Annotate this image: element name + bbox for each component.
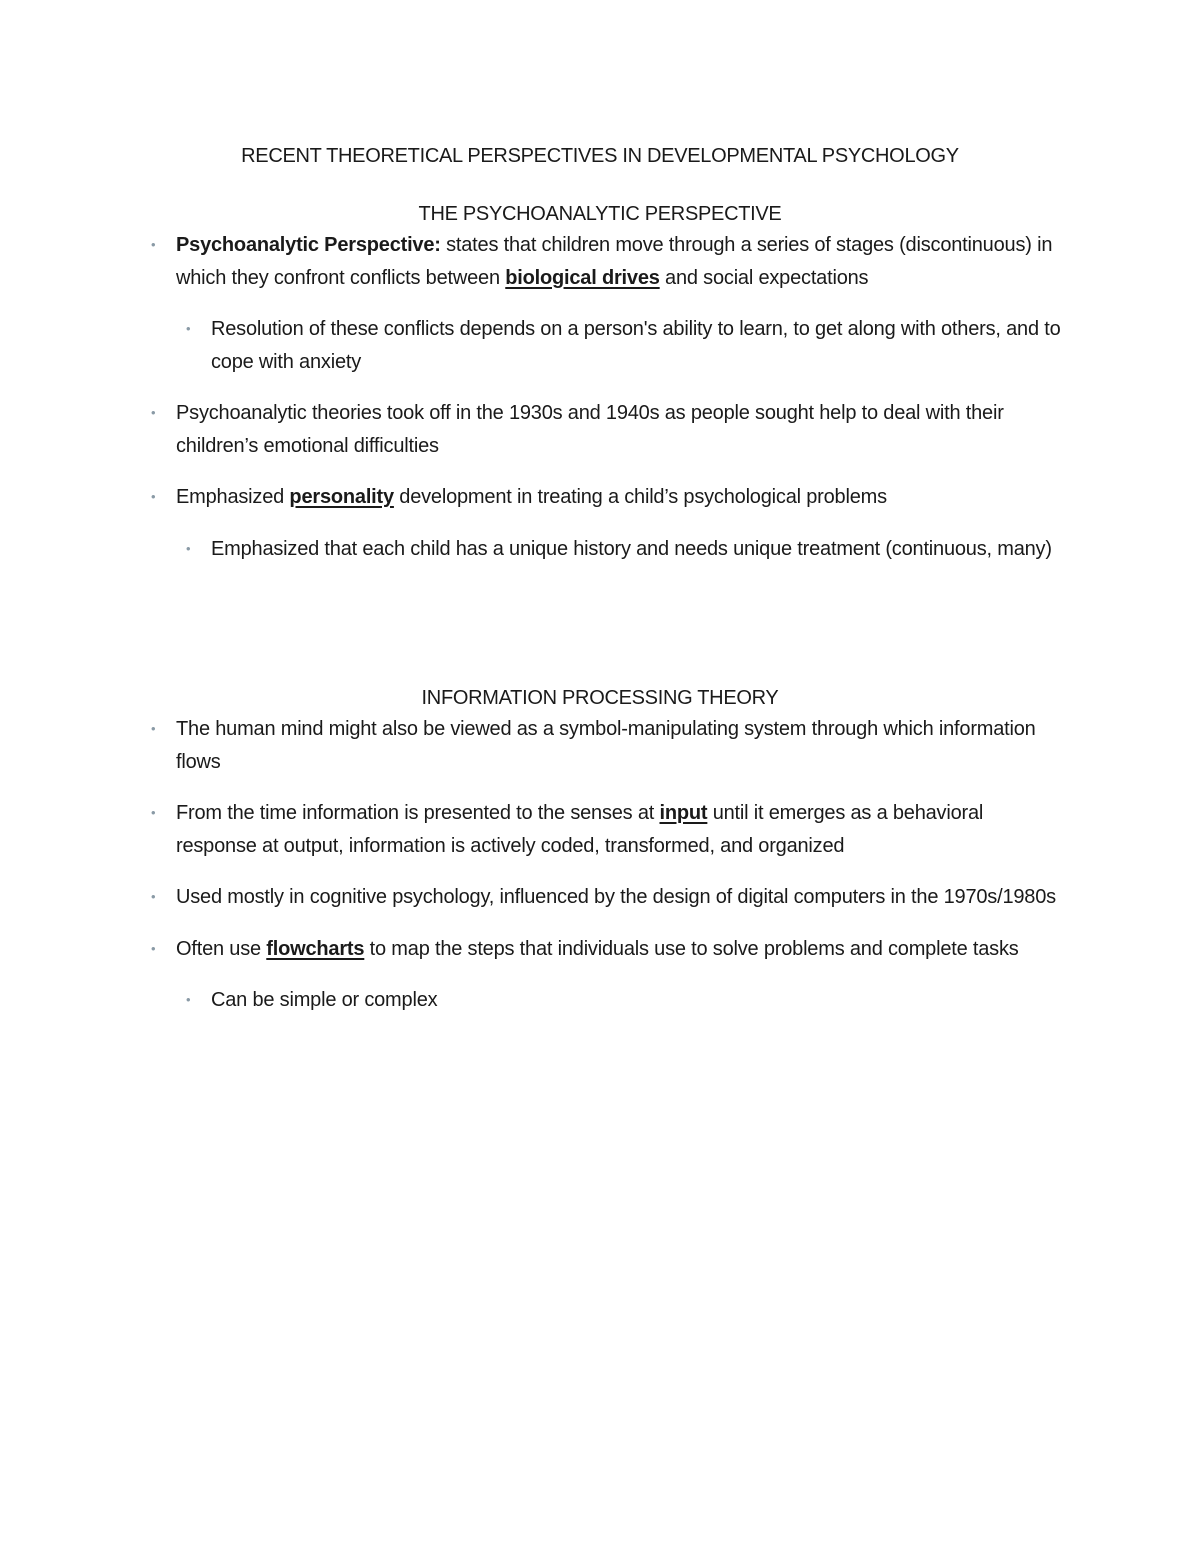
bullet-icon: • (151, 889, 156, 904)
list-item (186, 313, 1061, 378)
section-heading-information-processing: INFORMATION PROCESSING THEORY (421, 687, 779, 709)
list-item (151, 797, 1066, 862)
item-text: Can be simple or complex (211, 989, 438, 1011)
psychoanalytic-bullet-list (0, 229, 1200, 565)
item-text: development in treating a child’s psychological problems (393, 486, 887, 508)
section-heading-psychoanalytic: THE PSYCHOANALYTIC PERSPECTIVE (418, 203, 782, 225)
list-item (151, 481, 1066, 514)
item-text: Psychoanalytic theories took off in the 1930s and 1940s as people sought help to deal with their children’s emotional difficulties (176, 402, 1004, 457)
list-item (151, 881, 1066, 914)
bullet-icon: • (151, 237, 156, 252)
list-item (151, 713, 1066, 778)
bullet-icon: • (186, 321, 191, 336)
item-text: Often use (176, 937, 267, 960)
emphasized-term: input (659, 802, 708, 824)
item-text: until it emerges as a behavioral response at output, information is actively coded, transformed, and organized (176, 802, 984, 857)
bullet-icon: • (151, 489, 156, 504)
list-item (151, 229, 1066, 294)
item-text: Emphasized that each child has a unique history and needs unique treatment (continuous, many) (211, 537, 1052, 560)
item-text: Resolution of these conflicts depends on a person's ability to learn, to get along with others, and to cope with anxiety (211, 318, 1061, 373)
definition-term: Psychoanalytic Perspective: (176, 234, 441, 256)
item-text: From the time information is presented to the senses at (176, 802, 660, 824)
bullet-icon: • (151, 721, 156, 736)
document-title: RECENT THEORETICAL PERSPECTIVES IN DEVELOPMENTAL PSYCHOLOGY (241, 145, 959, 167)
item-text: states that children move through a series of stages (discontinuous) in which they confront conflicts between (176, 234, 1053, 289)
list-item (151, 397, 1066, 462)
item-text: The human mind might also be viewed as a symbol-manipulating system through which information flows (176, 718, 1036, 773)
emphasized-term: biological drives (505, 266, 660, 289)
emphasized-term: personality (289, 486, 394, 508)
bullet-icon: • (186, 992, 191, 1007)
bullet-icon: • (151, 805, 156, 820)
list-item (186, 533, 1061, 566)
item-text: Emphasized (176, 486, 290, 508)
information-processing-bullet-list (0, 713, 1200, 1017)
emphasized-term: flowcharts (266, 937, 365, 960)
bullet-icon: • (151, 405, 156, 420)
bullet-icon: • (151, 940, 156, 956)
item-text: and social expectations (659, 266, 869, 289)
item-text: Used mostly in cognitive psychology, influenced by the design of digital computers in the 1970s/1980s (176, 886, 1056, 908)
item-text: to map the steps that individuals use to solve problems and complete tasks (364, 937, 1019, 960)
list-item (151, 933, 1066, 966)
bullet-icon: • (186, 540, 191, 556)
list-item (186, 984, 1061, 1017)
